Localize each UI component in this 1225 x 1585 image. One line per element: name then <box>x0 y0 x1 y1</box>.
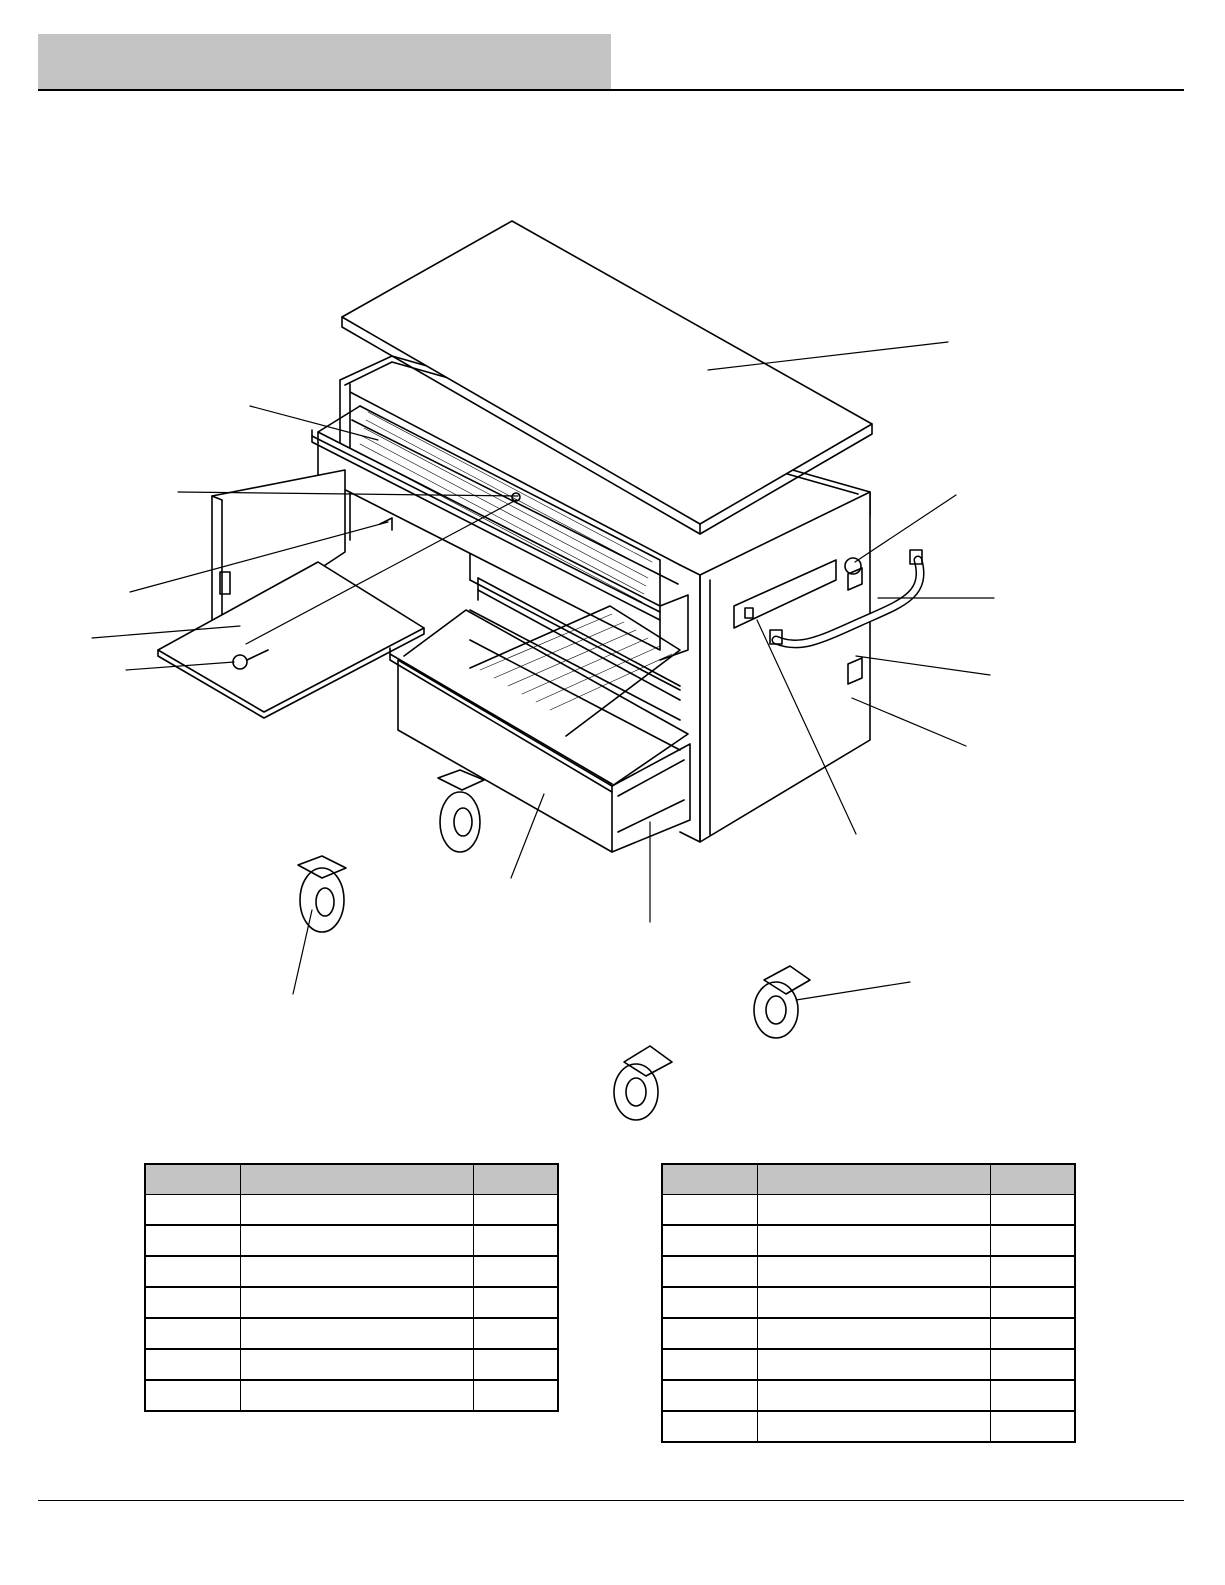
table-cell <box>145 1256 240 1287</box>
table-header-row <box>145 1164 558 1195</box>
table-cell <box>991 1195 1075 1226</box>
table-cell <box>662 1380 757 1411</box>
table-cell <box>240 1287 474 1318</box>
table-cell <box>757 1411 991 1442</box>
table-cell <box>145 1318 240 1349</box>
table-cell <box>991 1287 1075 1318</box>
table-cell <box>145 1380 240 1411</box>
caster-4 <box>614 1046 672 1120</box>
table-cell <box>662 1349 757 1380</box>
header-cell <box>474 1164 558 1195</box>
table-row <box>145 1256 558 1287</box>
caster-1 <box>438 770 484 852</box>
table-cell <box>757 1380 991 1411</box>
table-header-row <box>662 1164 1075 1195</box>
table-cell <box>662 1411 757 1442</box>
table-row <box>662 1380 1075 1411</box>
table-row <box>662 1225 1075 1256</box>
table-cell <box>757 1318 991 1349</box>
table-cell <box>662 1195 757 1226</box>
table-cell <box>474 1256 558 1287</box>
table-cell <box>240 1318 474 1349</box>
table-cell <box>991 1225 1075 1256</box>
table-cell <box>240 1380 474 1411</box>
table-cell <box>474 1195 558 1226</box>
table-row <box>145 1225 558 1256</box>
table-cell <box>757 1195 991 1226</box>
table-cell <box>240 1349 474 1380</box>
table-cell <box>757 1225 991 1256</box>
table-row <box>145 1380 558 1411</box>
table-cell <box>240 1195 474 1226</box>
table-row <box>145 1287 558 1318</box>
table-cell <box>145 1225 240 1256</box>
table-row <box>662 1349 1075 1380</box>
table-cell <box>662 1256 757 1287</box>
table-cell <box>474 1349 558 1380</box>
parts-table-right <box>661 1163 1076 1443</box>
table-cell <box>991 1349 1075 1380</box>
table-cell <box>991 1411 1075 1442</box>
table-cell <box>145 1287 240 1318</box>
header-cell <box>240 1164 474 1195</box>
table-cell <box>474 1225 558 1256</box>
caster-3 <box>754 966 810 1038</box>
table-cell <box>662 1287 757 1318</box>
table-cell <box>662 1318 757 1349</box>
table-row <box>662 1256 1075 1287</box>
table-row <box>145 1349 558 1380</box>
header-cell <box>991 1164 1075 1195</box>
header-cell <box>145 1164 240 1195</box>
table-row <box>662 1411 1075 1442</box>
table-cell <box>474 1287 558 1318</box>
table-cell <box>145 1349 240 1380</box>
table-cell <box>991 1380 1075 1411</box>
table-cell <box>757 1256 991 1287</box>
caster-2 <box>298 856 346 932</box>
table-cell <box>474 1318 558 1349</box>
parts-table-left <box>144 1163 559 1412</box>
shelf <box>158 562 424 718</box>
table-cell <box>991 1318 1075 1349</box>
table-cell <box>757 1349 991 1380</box>
header-cell <box>757 1164 991 1195</box>
table-cell <box>240 1225 474 1256</box>
table-cell <box>474 1380 558 1411</box>
footer-rule <box>38 1500 1184 1501</box>
table-row <box>662 1287 1075 1318</box>
table-cell <box>757 1287 991 1318</box>
header-cell <box>662 1164 757 1195</box>
table-row <box>662 1195 1075 1226</box>
table-cell <box>991 1256 1075 1287</box>
table-cell <box>662 1225 757 1256</box>
table-row <box>662 1318 1075 1349</box>
table-row <box>145 1195 558 1226</box>
table-cell <box>145 1195 240 1226</box>
table-cell <box>240 1256 474 1287</box>
table-row <box>145 1318 558 1349</box>
